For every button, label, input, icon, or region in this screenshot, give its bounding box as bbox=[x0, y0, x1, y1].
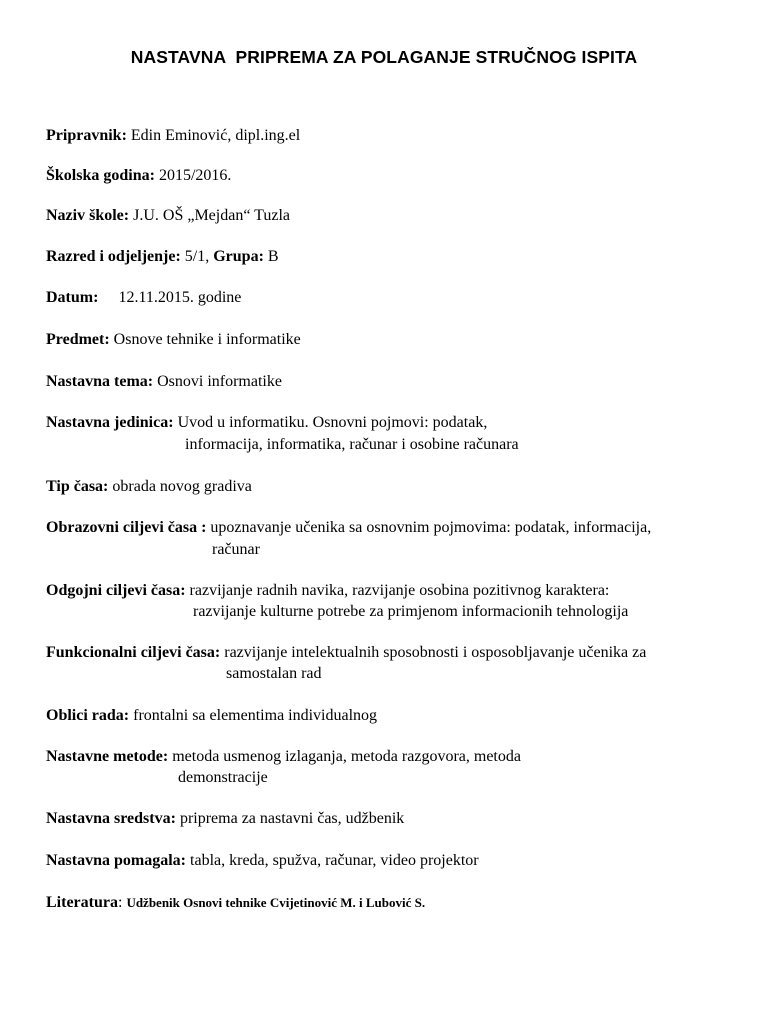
field-value: J.U. OŠ „Mejdan“ Tuzla bbox=[133, 207, 290, 224]
field-label: Nastavna jedinica: bbox=[46, 414, 174, 431]
field-label: Tip časa: bbox=[46, 478, 109, 495]
field-value-line2: razvijanje kulturne potrebe za primjenom informacionih tehnologija bbox=[193, 603, 629, 620]
field-value-line1: metoda usmenog izlaganja, metoda razgovora, metoda bbox=[172, 748, 521, 765]
field-value: frontalni sa elementima individualnog bbox=[133, 707, 378, 724]
field-obrazovni-ciljevi bbox=[46, 518, 651, 538]
field-value-line1: Uvod u informatiku. Osnovni pojmovi: podatak, bbox=[177, 414, 488, 431]
field-value: Udžbenik Osnovi tehnike Cvijetinović M. i Lubović S. bbox=[126, 895, 426, 910]
field-nastavna-sredstva bbox=[46, 809, 404, 829]
field-funkcionalni-ciljevi bbox=[46, 643, 646, 663]
field-label: Literatura bbox=[46, 894, 118, 911]
field-value-line2: demonstracije bbox=[178, 769, 268, 786]
field-label: Nastavna pomagala: bbox=[46, 852, 187, 869]
field-label: Oblici rada: bbox=[46, 707, 130, 724]
field-colon: : bbox=[117, 894, 123, 911]
field-odgojni-ciljevi bbox=[46, 581, 609, 601]
field-label: Predmet: bbox=[46, 331, 110, 348]
field-literatura bbox=[46, 893, 425, 913]
field-skolska-godina bbox=[46, 166, 231, 186]
field-label: Nastavne metode: bbox=[46, 748, 169, 765]
grupa-value: B bbox=[267, 248, 279, 265]
field-nastavne-metode bbox=[46, 747, 521, 767]
field-label: Školska godina: bbox=[46, 167, 155, 184]
field-value: 12.11.2015. godine bbox=[118, 289, 242, 306]
field-label: Razred i odjeljenje: bbox=[46, 248, 181, 265]
field-label: Datum: bbox=[46, 289, 99, 306]
field-value: priprema za nastavni čas, udžbenik bbox=[179, 810, 405, 827]
document-title: NASTAVNA PRIPREMA ZA POLAGANJE STRUČNOG ISPITA bbox=[130, 47, 638, 67]
field-value: 5/1, bbox=[184, 248, 210, 265]
field-label: Nastavna sredstva: bbox=[46, 810, 176, 827]
field-value-line2: samostalan rad bbox=[226, 665, 322, 682]
field-value: obrada novog gradiva bbox=[112, 478, 252, 495]
field-value: Edin Eminović, dipl.ing.el bbox=[130, 127, 301, 144]
field-nastavna-tema bbox=[46, 372, 282, 392]
grupa-label: Grupa: bbox=[213, 248, 264, 265]
field-value: tabla, kreda, spužva, računar, video projektor bbox=[190, 852, 479, 869]
field-label: Naziv škole: bbox=[46, 207, 130, 224]
field-datum bbox=[46, 288, 241, 308]
field-label: Pripravnik: bbox=[46, 127, 127, 144]
field-value-line1: upoznavanje učenika sa osnovnim pojmovima: podatak, informacija, bbox=[210, 519, 652, 536]
field-tip-casa bbox=[46, 477, 252, 497]
field-nastavna-jedinica bbox=[46, 413, 487, 433]
field-label: Funkcionalni ciljevi časa: bbox=[46, 644, 221, 661]
field-pripravnik bbox=[46, 126, 300, 146]
field-predmet bbox=[46, 330, 301, 350]
field-label: Obrazovni ciljevi časa : bbox=[46, 519, 207, 536]
field-naziv-skole bbox=[46, 206, 290, 226]
field-razred bbox=[46, 247, 279, 267]
field-value-line1: razvijanje intelektualnih sposobnosti i osposobljavanje učenika za bbox=[224, 644, 647, 661]
field-value: 2015/2016. bbox=[158, 167, 232, 184]
field-label: Nastavna tema: bbox=[46, 373, 154, 390]
field-value-line2: informacija, informatika, računar i osobine računara bbox=[185, 436, 519, 453]
field-value: Osnovi informatike bbox=[157, 373, 282, 390]
field-value-line2: računar bbox=[212, 541, 260, 558]
field-value: Osnove tehnike i informatike bbox=[113, 331, 301, 348]
field-value-line1: razvijanje radnih navika, razvijanje osobina pozitivnog karaktera: bbox=[189, 582, 610, 599]
field-label: Odgojni ciljevi časa: bbox=[46, 582, 186, 599]
field-nastavna-pomagala bbox=[46, 851, 479, 871]
field-oblici-rada bbox=[46, 706, 377, 726]
